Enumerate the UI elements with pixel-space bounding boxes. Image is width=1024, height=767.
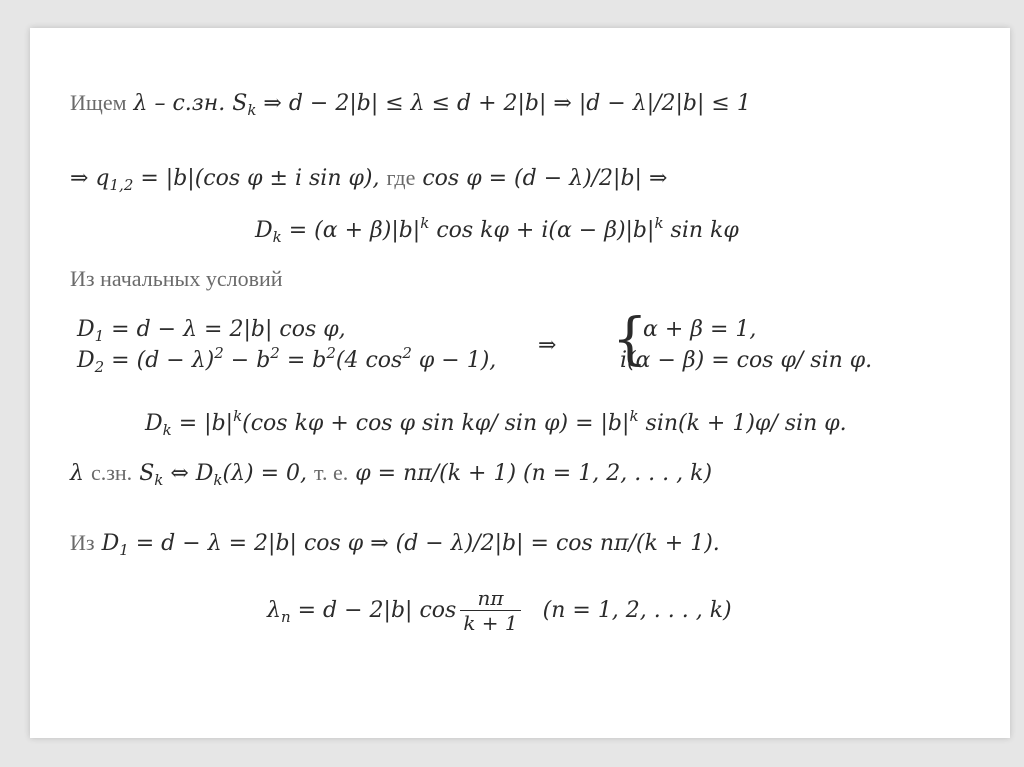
line-eigenvalue-bounds xyxy=(70,88,751,119)
final-right: (n = 1, 2, . . . , k) xyxy=(542,597,732,623)
system-left-eq1 xyxy=(77,315,346,345)
final-fraction xyxy=(460,586,520,635)
line-from-d1 xyxy=(70,528,720,559)
system-left-eq2 xyxy=(77,346,496,376)
system-right-1: α + β = 1, xyxy=(643,317,757,342)
line-initial-conditions: Из начальных условий xyxy=(70,266,283,291)
line7-body: $S_k$ ⇔ $D_k(\lambda) = 0$, xyxy=(139,461,308,489)
system-brace: { xyxy=(612,307,648,372)
line2-prefix: ⇒ $q_{1,2} = |b|(\cos$ φ ± i sin φ), xyxy=(70,166,380,194)
final-left: $\lambda_n = d - 2|b|$ cos xyxy=(267,597,457,626)
fraction-denominator: k + 1 xyxy=(460,610,520,635)
line6-formula: $D_k = |b|^k(\cos$ kφ + cos φ sin kφ/ $\sin \varphi) = |b|^k$ sin(k + 1)φ/ sin φ. xyxy=(145,407,847,439)
system-right-2: i(α − β) = cos φ/ sin φ. xyxy=(620,348,873,373)
system-right-eq2 xyxy=(620,346,872,376)
implies-arrow: ⇒ xyxy=(538,333,557,358)
line7-lambda: λ xyxy=(70,461,84,486)
line8-prefix: Из xyxy=(70,530,95,555)
final-eigenvalue-formula xyxy=(267,586,732,635)
line2-suffix: cos φ = (d − λ)/2|b| ⇒ xyxy=(422,166,668,191)
line-eigen-condition xyxy=(70,458,712,489)
line3-formula: $D_k = (\alpha + \beta)|b|^k$ $\cos k\varphi + i(\alpha - \beta)|b|^k$ sin kφ xyxy=(255,214,739,246)
system-left-2: $D_2 = (d - \lambda)^2 - b^2 = b^2(4$ $\cos^2 \varphi - 1$), xyxy=(77,344,497,376)
system-right-eq1 xyxy=(643,315,756,345)
line1-prefix: Ищем xyxy=(70,90,127,115)
line8-body: $D_1 = d - \lambda = 2|b|$ cos φ ⇒ (d − λ)/2|b| = cos nπ/(k + 1). xyxy=(101,531,720,559)
line7-te: т. е. xyxy=(314,460,349,485)
slide xyxy=(30,28,1010,738)
line1-body: λ – с.зн. $S_k$ ⇒ d − 2|b| ≤ λ ≤ d + 2|b| ⇒ |d − λ|/2|b| ≤ 1 xyxy=(133,91,751,119)
fraction-numerator: nπ xyxy=(477,586,504,610)
line-dk-closed-form xyxy=(145,409,847,439)
line7-szn: с.зн. xyxy=(90,460,133,485)
system-left-1: $D_1 = d - \lambda = 2|b|$ cos φ, xyxy=(77,317,346,345)
line2-mid: где xyxy=(386,165,416,190)
line7-tail: φ = nπ/(k + 1) (n = 1, 2, . . . , k) xyxy=(355,461,713,486)
line-roots xyxy=(70,163,667,194)
line-dk-general xyxy=(255,216,739,246)
